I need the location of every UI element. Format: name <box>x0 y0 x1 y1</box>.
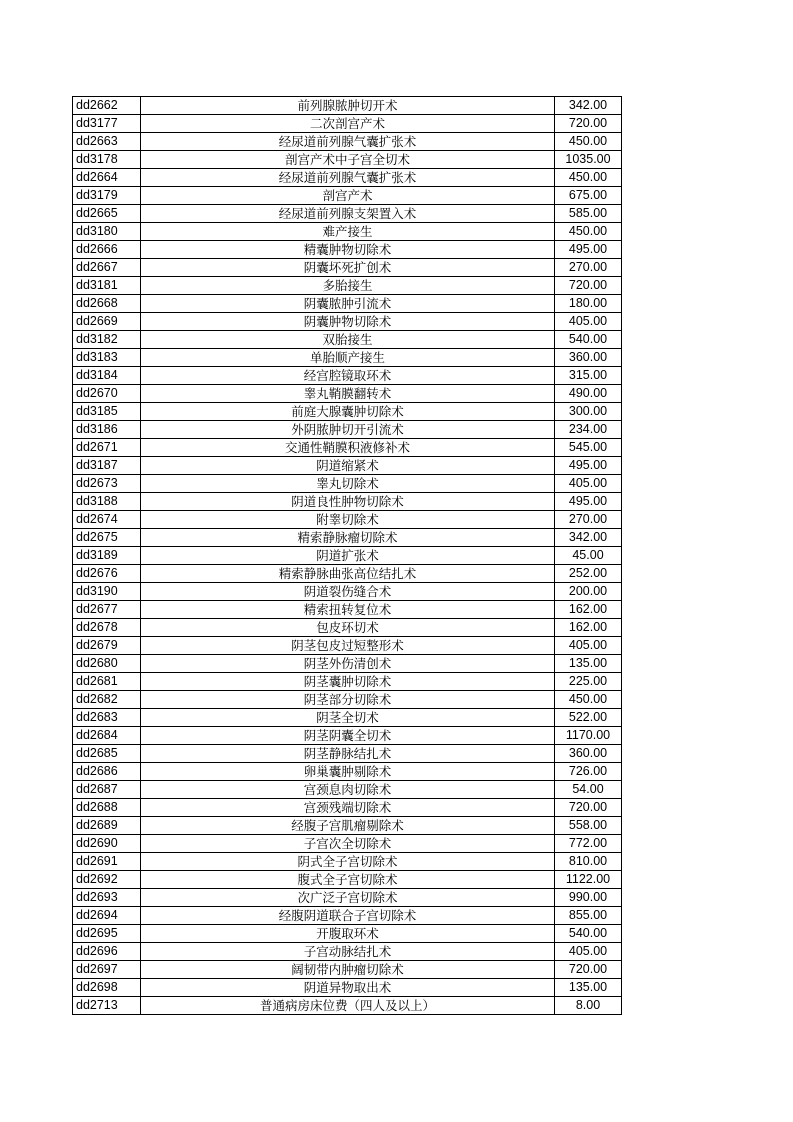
item-name-cell: 阴茎阴囊全切术 <box>141 727 555 745</box>
table-row <box>73 601 622 619</box>
table-row <box>73 961 622 979</box>
item-price-cell: 720.00 <box>555 799 622 817</box>
item-name-cell: 经宫腔镜取环术 <box>141 367 555 385</box>
table-row <box>73 529 622 547</box>
table-row <box>73 133 622 151</box>
item-price-cell: 522.00 <box>555 709 622 727</box>
item-name-cell: 双胎接生 <box>141 331 555 349</box>
item-price-cell: 252.00 <box>555 565 622 583</box>
table-row <box>73 709 622 727</box>
table-row <box>73 943 622 961</box>
item-code-cell: dd2713 <box>73 997 141 1015</box>
item-name-cell: 前列腺脓肿切开术 <box>141 97 555 115</box>
item-code-cell: dd2690 <box>73 835 141 853</box>
table-row <box>73 781 622 799</box>
item-code-cell: dd3185 <box>73 403 141 421</box>
table-row <box>73 115 622 133</box>
item-name-cell: 阴囊肿物切除术 <box>141 313 555 331</box>
item-name-cell: 精索静脉曲张高位结扎术 <box>141 565 555 583</box>
item-name-cell: 阴道异物取出术 <box>141 979 555 997</box>
item-code-cell: dd2667 <box>73 259 141 277</box>
item-code-cell: dd2671 <box>73 439 141 457</box>
item-price-cell: 558.00 <box>555 817 622 835</box>
item-price-cell: 450.00 <box>555 169 622 187</box>
table-row <box>73 655 622 673</box>
item-name-cell: 精索扭转复位术 <box>141 601 555 619</box>
item-code-cell: dd2695 <box>73 925 141 943</box>
item-code-cell: dd2668 <box>73 295 141 313</box>
item-code-cell: dd2686 <box>73 763 141 781</box>
item-name-cell: 阴式全子宫切除术 <box>141 853 555 871</box>
item-price-cell: 300.00 <box>555 403 622 421</box>
table-row <box>73 277 622 295</box>
item-code-cell: dd2698 <box>73 979 141 997</box>
item-name-cell: 阴囊坏死扩创术 <box>141 259 555 277</box>
item-name-cell: 阴茎外伤清创术 <box>141 655 555 673</box>
item-code-cell: dd2696 <box>73 943 141 961</box>
item-name-cell: 剖宫产术 <box>141 187 555 205</box>
item-price-cell: 162.00 <box>555 619 622 637</box>
table-row <box>73 457 622 475</box>
item-price-cell: 342.00 <box>555 97 622 115</box>
item-code-cell: dd2675 <box>73 529 141 547</box>
item-name-cell: 精索静脉瘤切除术 <box>141 529 555 547</box>
item-code-cell: dd3180 <box>73 223 141 241</box>
item-price-cell: 1122.00 <box>555 871 622 889</box>
item-price-cell: 772.00 <box>555 835 622 853</box>
item-code-cell: dd2681 <box>73 673 141 691</box>
item-price-cell: 810.00 <box>555 853 622 871</box>
item-price-cell: 342.00 <box>555 529 622 547</box>
item-name-cell: 经腹子宫肌瘤剔除术 <box>141 817 555 835</box>
table-row <box>73 853 622 871</box>
table-row <box>73 349 622 367</box>
item-code-cell: dd2665 <box>73 205 141 223</box>
table-row <box>73 871 622 889</box>
table-row <box>73 367 622 385</box>
item-name-cell: 阴道缩紧术 <box>141 457 555 475</box>
item-name-cell: 附睾切除术 <box>141 511 555 529</box>
item-code-cell: dd2664 <box>73 169 141 187</box>
table-row <box>73 511 622 529</box>
table-row <box>73 979 622 997</box>
table-row <box>73 331 622 349</box>
table-row <box>73 691 622 709</box>
item-code-cell: dd3179 <box>73 187 141 205</box>
item-price-cell: 225.00 <box>555 673 622 691</box>
item-price-cell: 495.00 <box>555 241 622 259</box>
item-code-cell: dd2673 <box>73 475 141 493</box>
item-price-cell: 990.00 <box>555 889 622 907</box>
item-price-cell: 270.00 <box>555 511 622 529</box>
item-code-cell: dd3183 <box>73 349 141 367</box>
item-name-cell: 阴茎部分切除术 <box>141 691 555 709</box>
item-code-cell: dd2666 <box>73 241 141 259</box>
item-name-cell: 单胎顺产接生 <box>141 349 555 367</box>
item-price-cell: 360.00 <box>555 745 622 763</box>
item-name-cell: 阴道裂伤缝合术 <box>141 583 555 601</box>
table-row <box>73 205 622 223</box>
item-price-cell: 405.00 <box>555 637 622 655</box>
item-code-cell: dd2676 <box>73 565 141 583</box>
item-code-cell: dd2662 <box>73 97 141 115</box>
item-name-cell: 阴道良性肿物切除术 <box>141 493 555 511</box>
item-code-cell: dd2674 <box>73 511 141 529</box>
item-code-cell: dd2697 <box>73 961 141 979</box>
table-row <box>73 907 622 925</box>
item-price-cell: 495.00 <box>555 493 622 511</box>
item-price-cell: 450.00 <box>555 133 622 151</box>
item-name-cell: 睾丸鞘膜翻转术 <box>141 385 555 403</box>
item-price-cell: 585.00 <box>555 205 622 223</box>
item-code-cell: dd3188 <box>73 493 141 511</box>
item-name-cell: 卵巢囊肿剔除术 <box>141 763 555 781</box>
table-row <box>73 169 622 187</box>
item-name-cell: 经尿道前列腺气囊扩张术 <box>141 169 555 187</box>
item-name-cell: 前庭大腺囊肿切除术 <box>141 403 555 421</box>
table-row <box>73 295 622 313</box>
item-code-cell: dd2688 <box>73 799 141 817</box>
item-name-cell: 子宫动脉结扎术 <box>141 943 555 961</box>
item-price-cell: 405.00 <box>555 943 622 961</box>
item-price-cell: 540.00 <box>555 331 622 349</box>
item-name-cell: 经尿道前列腺气囊扩张术 <box>141 133 555 151</box>
table-row <box>73 889 622 907</box>
item-name-cell: 阴茎囊肿切除术 <box>141 673 555 691</box>
item-name-cell: 精囊肿物切除术 <box>141 241 555 259</box>
table-row <box>73 925 622 943</box>
item-code-cell: dd2694 <box>73 907 141 925</box>
table-row <box>73 313 622 331</box>
item-name-cell: 阴囊脓肿引流术 <box>141 295 555 313</box>
item-price-cell: 360.00 <box>555 349 622 367</box>
table-row <box>73 475 622 493</box>
item-code-cell: dd2691 <box>73 853 141 871</box>
table-row <box>73 763 622 781</box>
item-price-cell: 405.00 <box>555 313 622 331</box>
price-table-body <box>73 97 622 1015</box>
item-name-cell: 多胎接生 <box>141 277 555 295</box>
item-code-cell: dd2677 <box>73 601 141 619</box>
item-price-cell: 405.00 <box>555 475 622 493</box>
item-code-cell: dd3190 <box>73 583 141 601</box>
item-price-cell: 135.00 <box>555 655 622 673</box>
item-code-cell: dd2669 <box>73 313 141 331</box>
item-name-cell: 阴道扩张术 <box>141 547 555 565</box>
item-price-cell: 855.00 <box>555 907 622 925</box>
item-name-cell: 二次剖宫产术 <box>141 115 555 133</box>
table-row <box>73 835 622 853</box>
item-code-cell: dd2670 <box>73 385 141 403</box>
table-row <box>73 583 622 601</box>
item-price-cell: 720.00 <box>555 961 622 979</box>
item-name-cell: 阴茎静脉结扎术 <box>141 745 555 763</box>
item-code-cell: dd3178 <box>73 151 141 169</box>
item-code-cell: dd3189 <box>73 547 141 565</box>
item-name-cell: 子宫次全切除术 <box>141 835 555 853</box>
item-name-cell: 腹式全子宫切除术 <box>141 871 555 889</box>
item-price-cell: 540.00 <box>555 925 622 943</box>
item-price-cell: 490.00 <box>555 385 622 403</box>
item-name-cell: 经腹阴道联合子宫切除术 <box>141 907 555 925</box>
table-row <box>73 637 622 655</box>
table-row <box>73 97 622 115</box>
table-row <box>73 187 622 205</box>
item-price-cell: 720.00 <box>555 277 622 295</box>
item-code-cell: dd2692 <box>73 871 141 889</box>
item-name-cell: 普通病房床位费（四人及以上） <box>141 997 555 1015</box>
item-price-cell: 675.00 <box>555 187 622 205</box>
item-name-cell: 次广泛子宫切除术 <box>141 889 555 907</box>
item-code-cell: dd2687 <box>73 781 141 799</box>
item-name-cell: 外阴脓肿切开引流术 <box>141 421 555 439</box>
item-code-cell: dd2679 <box>73 637 141 655</box>
price-table <box>72 96 622 1015</box>
item-name-cell: 经尿道前列腺支架置入术 <box>141 205 555 223</box>
item-name-cell: 难产接生 <box>141 223 555 241</box>
item-code-cell: dd2683 <box>73 709 141 727</box>
table-row <box>73 745 622 763</box>
item-code-cell: dd3181 <box>73 277 141 295</box>
table-row <box>73 997 622 1015</box>
table-row <box>73 223 622 241</box>
item-code-cell: dd2684 <box>73 727 141 745</box>
table-row <box>73 817 622 835</box>
item-code-cell: dd3184 <box>73 367 141 385</box>
item-code-cell: dd3177 <box>73 115 141 133</box>
item-code-cell: dd2682 <box>73 691 141 709</box>
table-row <box>73 673 622 691</box>
item-name-cell: 阴茎全切术 <box>141 709 555 727</box>
item-price-cell: 270.00 <box>555 259 622 277</box>
item-name-cell: 开腹取环术 <box>141 925 555 943</box>
table-row <box>73 439 622 457</box>
table-row <box>73 727 622 745</box>
item-code-cell: dd3187 <box>73 457 141 475</box>
item-code-cell: dd2689 <box>73 817 141 835</box>
table-row <box>73 151 622 169</box>
item-price-cell: 450.00 <box>555 223 622 241</box>
item-name-cell: 宫颈残端切除术 <box>141 799 555 817</box>
table-row <box>73 493 622 511</box>
item-price-cell: 45.00 <box>555 547 622 565</box>
item-price-cell: 726.00 <box>555 763 622 781</box>
item-price-cell: 200.00 <box>555 583 622 601</box>
item-price-cell: 1170.00 <box>555 727 622 745</box>
table-row <box>73 385 622 403</box>
table-row <box>73 421 622 439</box>
item-price-cell: 135.00 <box>555 979 622 997</box>
item-price-cell: 450.00 <box>555 691 622 709</box>
item-name-cell: 阔韧带内肿瘤切除术 <box>141 961 555 979</box>
item-name-cell: 睾丸切除术 <box>141 475 555 493</box>
item-name-cell: 交通性鞘膜积液修补术 <box>141 439 555 457</box>
item-price-cell: 315.00 <box>555 367 622 385</box>
item-code-cell: dd3182 <box>73 331 141 349</box>
item-code-cell: dd2693 <box>73 889 141 907</box>
item-name-cell: 宫颈息肉切除术 <box>141 781 555 799</box>
item-price-cell: 545.00 <box>555 439 622 457</box>
item-name-cell: 剖宫产术中子宫全切术 <box>141 151 555 169</box>
table-row <box>73 565 622 583</box>
item-name-cell: 包皮环切术 <box>141 619 555 637</box>
item-price-cell: 234.00 <box>555 421 622 439</box>
table-row <box>73 403 622 421</box>
table-row <box>73 547 622 565</box>
item-price-cell: 162.00 <box>555 601 622 619</box>
item-price-cell: 180.00 <box>555 295 622 313</box>
item-price-cell: 495.00 <box>555 457 622 475</box>
item-code-cell: dd2678 <box>73 619 141 637</box>
item-code-cell: dd2685 <box>73 745 141 763</box>
table-row <box>73 241 622 259</box>
item-code-cell: dd2663 <box>73 133 141 151</box>
item-price-cell: 8.00 <box>555 997 622 1015</box>
table-row <box>73 619 622 637</box>
item-code-cell: dd3186 <box>73 421 141 439</box>
item-code-cell: dd2680 <box>73 655 141 673</box>
item-price-cell: 720.00 <box>555 115 622 133</box>
table-row <box>73 259 622 277</box>
item-price-cell: 54.00 <box>555 781 622 799</box>
table-row <box>73 799 622 817</box>
item-name-cell: 阴茎包皮过短整形术 <box>141 637 555 655</box>
item-price-cell: 1035.00 <box>555 151 622 169</box>
